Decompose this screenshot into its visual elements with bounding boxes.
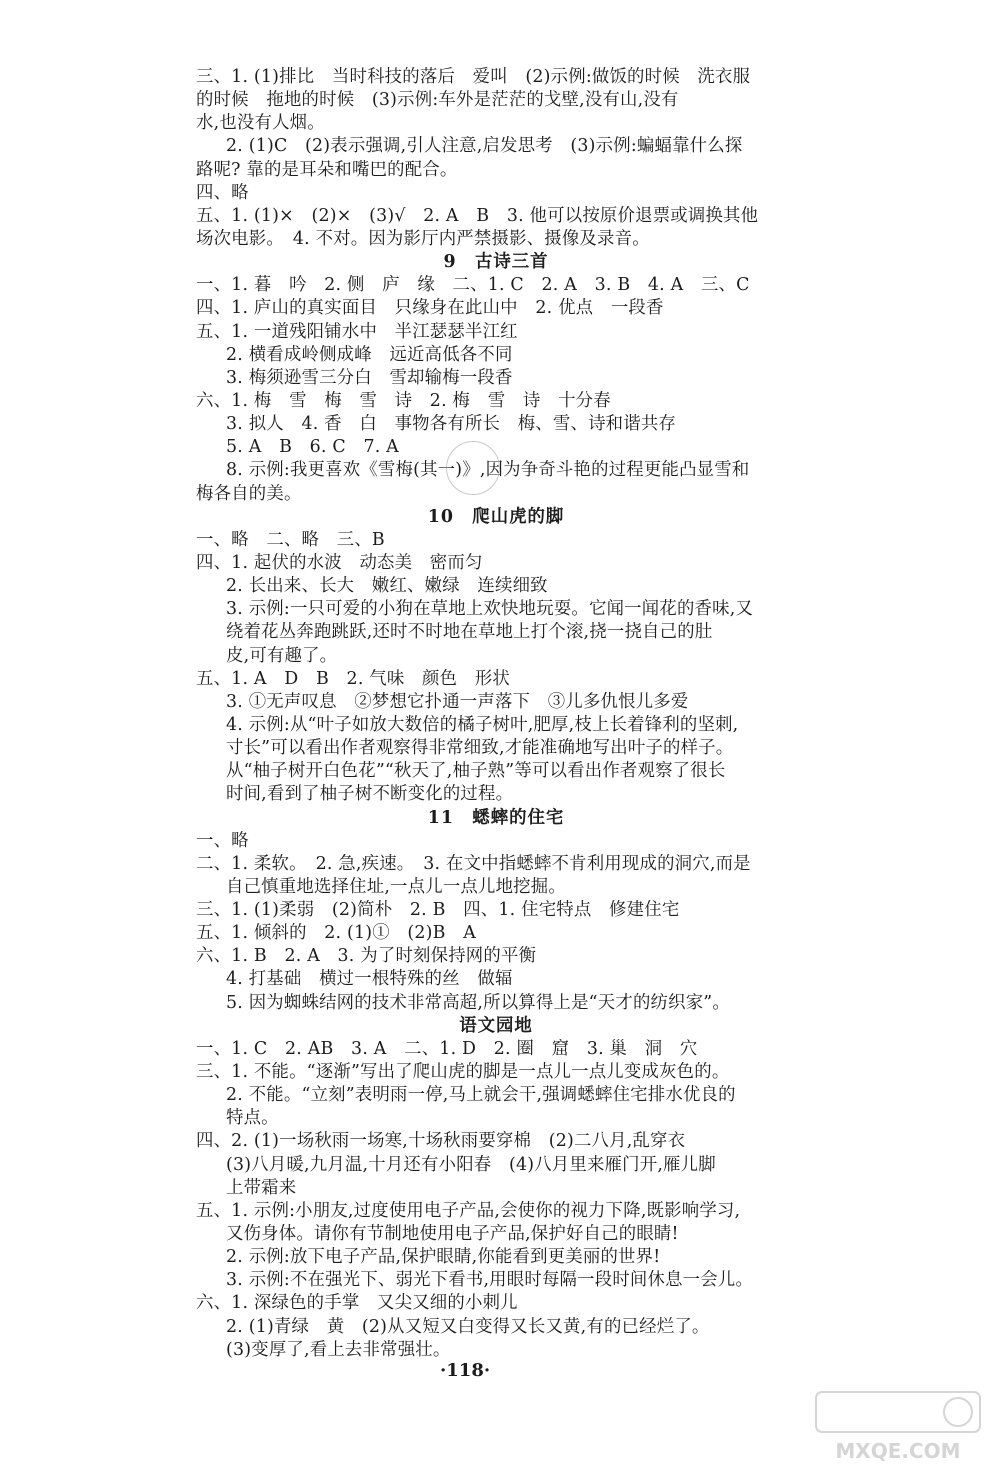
answer-line: 梅各自的美。 [196, 483, 302, 504]
answer-line: 五、1. 一道残阳铺水中 半江瑟瑟半江红 [196, 321, 518, 342]
section-title: 11 蟋蟀的住宅 [427, 807, 565, 828]
answer-line: 五、1. A D B 2. 气味 颜色 形状 [196, 668, 511, 689]
answer-line: 六、1. 深绿色的手掌 又尖又细的小刺儿 [196, 1293, 518, 1314]
answer-line: 五、1. 倾斜的 2. (1)① (2)B A [196, 923, 476, 944]
answer-line: 4. 打基础 横过一根特殊的丝 做辐 [226, 969, 513, 990]
answer-line: 4. 示例:从“叶子如放大数倍的橘子树叶,肥厚,枝上长着锋利的坚刺, [226, 714, 739, 735]
answer-line: 特点。 [226, 1108, 279, 1129]
answer-line: 2. (1)青绿 黄 (2)从又短又白变得又长又黄,有的已经烂了。 [226, 1316, 710, 1337]
answer-line: 3. 示例:不在强光下、弱光下看书,用眼时每隔一段时间休息一会儿。 [226, 1270, 754, 1291]
answer-line: 3. 梅须逊雪三分白 雪却输梅一段香 [226, 367, 513, 388]
answer-line: 3. 拟人 4. 香 白 事物各有所长 梅、雪、诗和谐共存 [226, 414, 677, 435]
answer-line: (3)八月暖,九月温,十月还有小阳春 (4)八月里来雁门开,雁儿脚 [226, 1154, 716, 1175]
answer-line: 3. ①无声叹息 ②梦想它扑通一声落下 ③儿多仇恨儿多爱 [226, 691, 689, 712]
answer-line: 2. 长出来、长大 嫩红、嫩绿 连续细致 [226, 576, 548, 597]
answer-line: 路呢? 靠的是耳朵和嘴巴的配合。 [196, 159, 458, 180]
answer-line: 5. 因为蜘蛛结网的技术非常高超,所以算得上是“天才的纺织家”。 [226, 992, 730, 1013]
answer-line: 的时候 拖地的时候 (3)示例:车外是茫茫的戈壁,没有山,没有 [196, 90, 679, 111]
answer-line: 六、1. 梅 雪 梅 雪 诗 2. 梅 雪 诗 十分春 [196, 390, 611, 411]
section-title: 语文园地 [459, 1015, 533, 1036]
answer-line: 上带霜来 [226, 1177, 297, 1198]
answer-line: 从“柚子树开白色花”“秋天了,柚子熟”等可以看出作者观察了很长 [226, 761, 726, 782]
answer-line: 五、1. (1)× (2)× (3)√ 2. A B 3. 他可以按原价退票或调换其他 [196, 205, 759, 226]
answer-line: 二、1. 柔软。 2. 急,疾速。 3. 在文中指蟋蟀不肯利用现成的洞穴,而是 [196, 853, 751, 874]
answer-line: 一、1. C 2. AB 3. A 二、1. D 2. 圈 窟 3. 巢 洞 穴 [196, 1038, 698, 1059]
answer-line: 自己慎重地选择住址,一点儿一点儿地挖掘。 [226, 876, 566, 897]
answer-line: 水,也没有人烟。 [196, 113, 325, 134]
answer-line: 5. A B 6. C 7. A [226, 437, 399, 458]
answer-line: 四、2. (1)一场秋雨一场寒,十场秋雨要穿棉 (2)二八月,乱穿衣 [196, 1131, 686, 1152]
answer-line: 四、1. 庐山的真实面目 只缘身在此山中 2. 优点 一段香 [196, 298, 664, 319]
answer-line: 2. 示例:放下电子产品,保护眼睛,你能看到更美丽的世界! [226, 1247, 661, 1268]
answer-line: 3. 示例:一只可爱的小狗在草地上欢快地玩耍。它闻一闻花的香味,又 [226, 599, 754, 620]
answer-line: 皮,可有趣了。 [226, 645, 338, 666]
answer-line: 一、略 [196, 830, 249, 851]
answer-line: 五、1. 示例:小朋友,过度使用电子产品,会使你的视力下降,既影响学习, [196, 1200, 741, 1221]
answer-line: 一、1. 暮 吟 2. 侧 庐 缘 二、1. C 2. A 3. B 4. A 三、C [196, 275, 750, 296]
answer-line: 三、1. (1)柔弱 (2)简朴 2. B 四、1. 住宅特点 修建住宅 [196, 900, 680, 921]
page-number: ·118· [440, 1360, 491, 1381]
answer-line: 绕着花丛奔跑跳跃,还时不时地在草地上打个滚,挠一挠自己的肚 [226, 622, 713, 643]
answer-line: 三、1. (1)排比 当时科技的落后 爱叫 (2)示例:做饭的时候 洗衣服 [196, 67, 751, 87]
answer-line: 又伤身体。请你有节制地使用电子产品,保护好自己的眼睛! [226, 1224, 679, 1245]
answer-line: 三、1. 不能。“逐渐”写出了爬山虎的脚是一点儿一点儿变成灰色的。 [196, 1062, 730, 1083]
answer-line: 8. 示例:我更喜欢《雪梅(其一)》,因为争奇斗艳的过程更能凸显雪和 [226, 460, 750, 481]
answer-line: 2. 不能。“立刻”表明雨一停,马上就会干,强调蟋蟀住宅排水优良的 [226, 1085, 736, 1106]
answer-line: (3)变厚了,看上去非常强壮。 [226, 1339, 451, 1360]
answer-page [196, 66, 796, 1362]
seal-stamp [446, 441, 500, 495]
answer-line: 场次电影。 4. 不对。因为影厅内严禁摄影、摄像及录音。 [196, 228, 650, 249]
answer-line: 四、略 [196, 182, 249, 203]
answer-line: 六、1. B 2. A 3. 为了时刻保持网的平衡 [196, 946, 537, 967]
answer-line: 一、略 二、略 三、B [196, 529, 385, 550]
answer-line: 寸长”可以看出作者观察得非常细致,才能准确地写出叶子的样子。 [226, 738, 734, 759]
answer-line: 时间,看到了柚子树不断变化的过程。 [226, 784, 514, 805]
answer-lines [196, 66, 796, 1362]
section-title: 10 爬山虎的脚 [427, 506, 565, 527]
answer-line: 2. 横看成岭侧成峰 远近高低各不同 [226, 344, 513, 365]
answer-line: 四、1. 起伏的水波 动态美 密而匀 [196, 552, 483, 573]
section-title: 9 古诗三首 [443, 252, 549, 273]
watermark-text: MXQE.COM [835, 1439, 961, 1463]
answer-line: 2. (1)C (2)表示强调,引人注意,启发思考 (3)示例:蝙蝠靠什么探 [226, 136, 743, 157]
watermark-logo [808, 1388, 988, 1468]
